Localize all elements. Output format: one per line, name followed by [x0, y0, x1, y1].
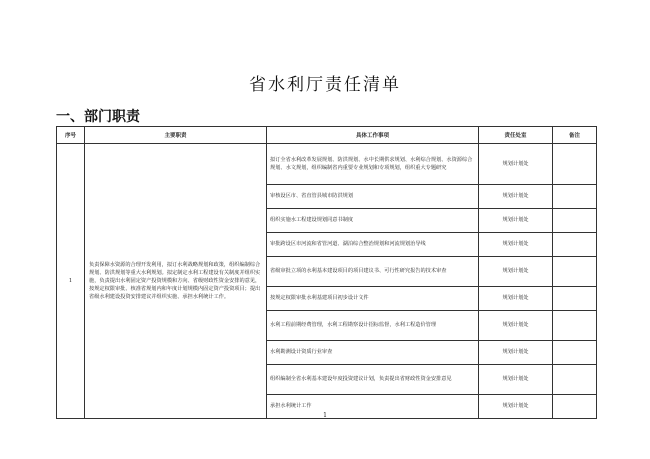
table-row — [57, 144, 597, 185]
remark-cell — [553, 365, 597, 395]
task-cell: 水利工程前期经费管理，水利工程勘察设计招标监督，水利工程造价管理 — [267, 311, 479, 341]
office-cell: 规划计划处 — [479, 311, 553, 341]
remark-cell — [553, 341, 597, 365]
remark-cell — [553, 311, 597, 341]
remark-cell — [553, 233, 597, 257]
task-cell: 拟订全省水利改革发展规划、防洪规划、水中长期供求规划、水利综合规划、水资源综合规划、水文规划，组织编制省内重要专业规划和专项规划，组织重大专题研究 — [267, 144, 479, 185]
header-tasks: 具体工作事项 — [267, 127, 479, 144]
seq-cell: 1 — [57, 144, 85, 419]
header-seq: 序号 — [57, 127, 85, 144]
office-cell: 规划计划处 — [479, 365, 553, 395]
table-header-row — [57, 127, 597, 144]
task-cell: 省级审批立项的水利基本建设项目的项目建议书、可行性研究报告的技术审查 — [267, 257, 479, 287]
office-cell: 规划计划处 — [479, 341, 553, 365]
task-cell: 审批跨设区市河流和省管河道、湖泊综合整治规划和河流规划治导线 — [267, 233, 479, 257]
header-remarks: 备注 — [553, 127, 597, 144]
office-cell: 规划计划处 — [479, 395, 553, 419]
remark-cell — [553, 287, 597, 311]
remark-cell — [553, 209, 597, 233]
office-cell: 规划计划处 — [479, 287, 553, 311]
office-cell: 规划计划处 — [479, 185, 553, 209]
office-cell: 规划计划处 — [479, 233, 553, 257]
office-cell: 规划计划处 — [479, 257, 553, 287]
task-cell: 组织实施水工程建设规划同意书制度 — [267, 209, 479, 233]
page-number: 1 — [323, 412, 327, 419]
header-office: 责任处室 — [479, 127, 553, 144]
main-duty-cell: 负责保障水资源的合理开发利用，拟订水利战略规划和政策，组织编制综合规划、防洪规划等重大水利规划。拟定制定水利工程建设有关制度并组织实施，负责提出水利固定资产投资规模和方向、省级财政性资金安排的意见，按规定权限审批、核准省规划内和年度计划规模内固定资产投资项目；提出省级水利建设投资安排建议并组织实施、承担水利统计工作。 — [85, 144, 267, 419]
task-cell: 承担水利统计工作 — [267, 395, 479, 419]
responsibility-table — [56, 126, 597, 419]
header-main-duty: 主要职责 — [85, 127, 267, 144]
office-cell: 规划计划处 — [479, 144, 553, 185]
task-cell: 按规定权限审批水利基建项目初步设计文件 — [267, 287, 479, 311]
section-heading: 一、部门职责 — [56, 109, 140, 125]
task-cell: 水利勘测设计资质行业审查 — [267, 341, 479, 365]
document-title: 省水利厅责任清单 — [249, 75, 401, 95]
remark-cell — [553, 185, 597, 209]
office-cell: 规划计划处 — [479, 209, 553, 233]
task-cell: 组织编制全省水利基本建设年度投资建议计划，负责提出省财政性资金安排意见 — [267, 365, 479, 395]
remark-cell — [553, 257, 597, 287]
remark-cell — [553, 144, 597, 185]
task-cell: 审核设区市、省直管县城市防洪规划 — [267, 185, 479, 209]
